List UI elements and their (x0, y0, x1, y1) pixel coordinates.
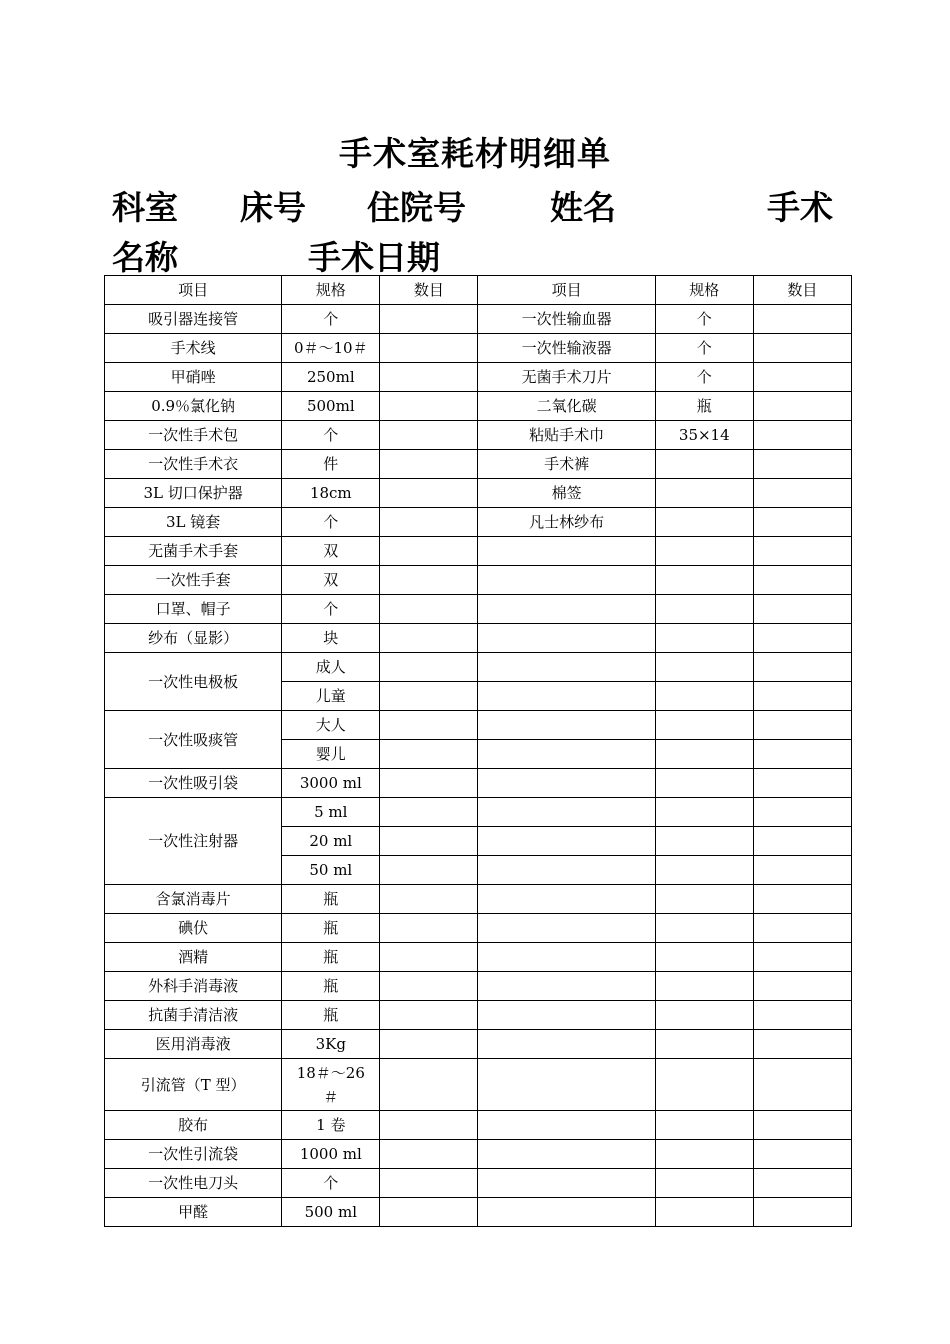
item-name-cell: 手术线 (105, 334, 282, 363)
empty-cell[interactable] (655, 595, 753, 624)
spec-cell: 件 (282, 450, 380, 479)
table-row (105, 769, 852, 798)
qty-cell[interactable] (380, 827, 478, 856)
qty-cell[interactable] (380, 972, 478, 1001)
qty-cell[interactable] (753, 566, 851, 595)
empty-cell[interactable] (655, 682, 753, 711)
column-header-item: 项目 (105, 276, 282, 305)
item-name-cell: 一次性手套 (105, 566, 282, 595)
qty-cell[interactable] (380, 1169, 478, 1198)
spec-cell: 大人 (282, 711, 380, 740)
spec-cell: 瓶 (282, 885, 380, 914)
empty-cell[interactable] (655, 798, 753, 827)
spec-cell: 个 (655, 334, 753, 363)
item-name-cell: 无菌手术手套 (105, 537, 282, 566)
spec-cell: 20 ml (282, 827, 380, 856)
qty-cell[interactable] (380, 798, 478, 827)
qty-cell[interactable] (753, 1198, 851, 1227)
spec-cell: 1 卷 (282, 1111, 380, 1140)
qty-cell[interactable] (753, 827, 851, 856)
qty-cell[interactable] (380, 914, 478, 943)
empty-cell[interactable] (478, 972, 655, 1001)
qty-cell[interactable] (380, 943, 478, 972)
qty-cell[interactable] (753, 943, 851, 972)
empty-cell[interactable] (655, 1059, 753, 1111)
item-name-cell: 一次性电刀头 (105, 1169, 282, 1198)
spec-cell: 个 (282, 305, 380, 334)
column-header-qty: 数目 (753, 276, 851, 305)
spec-cell: 成人 (282, 653, 380, 682)
item-name-cell: 酒精 (105, 943, 282, 972)
item-name-cell: 手术裤 (478, 450, 655, 479)
item-name-cell: 一次性手术包 (105, 421, 282, 450)
spec-cell: 50 ml (282, 856, 380, 885)
qty-cell[interactable] (753, 885, 851, 914)
empty-cell[interactable] (655, 885, 753, 914)
surgery-name-label-part2: 名称 (112, 238, 178, 277)
item-name-cell: 甲硝唑 (105, 363, 282, 392)
spec-cell (655, 479, 753, 508)
table-row (105, 1059, 852, 1111)
surgery-name-label-part1: 手术 (767, 188, 833, 227)
qty-cell[interactable] (380, 1111, 478, 1140)
empty-cell[interactable] (478, 653, 655, 682)
spec-cell: 个 (282, 421, 380, 450)
table-row (105, 885, 852, 914)
item-name-cell: 纱布（显影） (105, 624, 282, 653)
spec-cell: 500ml (282, 392, 380, 421)
spec-cell: 瓶 (282, 914, 380, 943)
qty-cell[interactable] (380, 769, 478, 798)
item-name-cell: 碘伏 (105, 914, 282, 943)
dept-label: 科室 (112, 188, 178, 227)
spec-cell: 双 (282, 537, 380, 566)
qty-cell[interactable] (380, 711, 478, 740)
qty-cell[interactable] (753, 972, 851, 1001)
item-name-cell: 引流管（T 型） (105, 1059, 282, 1111)
qty-cell[interactable] (380, 740, 478, 769)
qty-cell[interactable] (380, 1198, 478, 1227)
patient-name-label: 姓名 (550, 188, 616, 227)
qty-cell[interactable] (380, 856, 478, 885)
spec-cell: 个 (282, 508, 380, 537)
empty-cell[interactable] (655, 943, 753, 972)
qty-cell[interactable] (380, 334, 478, 363)
table-row (105, 595, 852, 624)
item-name-cell: 口罩、帽子 (105, 595, 282, 624)
qty-cell[interactable] (380, 1059, 478, 1111)
item-name-cell: 抗菌手清洁液 (105, 1001, 282, 1030)
item-name-cell: 3L 镜套 (105, 508, 282, 537)
column-header-qty: 数目 (380, 276, 478, 305)
spec-cell: 瓶 (282, 1001, 380, 1030)
empty-cell[interactable] (478, 682, 655, 711)
empty-cell[interactable] (478, 914, 655, 943)
spec-cell: 瓶 (282, 943, 380, 972)
spec-cell: 块 (282, 624, 380, 653)
qty-cell[interactable] (753, 856, 851, 885)
empty-cell[interactable] (655, 914, 753, 943)
qty-cell[interactable] (380, 595, 478, 624)
empty-cell[interactable] (655, 711, 753, 740)
qty-cell[interactable] (753, 769, 851, 798)
qty-cell[interactable] (753, 653, 851, 682)
table-row (105, 711, 852, 740)
table-row (105, 1001, 852, 1030)
empty-cell[interactable] (655, 827, 753, 856)
table-row (105, 1140, 852, 1169)
empty-cell[interactable] (478, 537, 655, 566)
qty-cell[interactable] (380, 421, 478, 450)
qty-cell[interactable] (380, 479, 478, 508)
item-name-cell: 一次性输血器 (478, 305, 655, 334)
empty-cell[interactable] (478, 595, 655, 624)
empty-cell[interactable] (478, 1198, 655, 1227)
item-name-cell: 一次性吸引袋 (105, 769, 282, 798)
item-name-cell: 棉签 (478, 479, 655, 508)
spec-cell: 3000 ml (282, 769, 380, 798)
qty-cell[interactable] (380, 1030, 478, 1059)
spec-cell: 18cm (282, 479, 380, 508)
qty-cell[interactable] (753, 914, 851, 943)
qty-cell[interactable] (753, 1030, 851, 1059)
table-row (105, 798, 852, 827)
item-name-cell: 一次性吸痰管 (105, 711, 282, 769)
empty-cell[interactable] (478, 943, 655, 972)
item-name-cell: 一次性手术衣 (105, 450, 282, 479)
qty-cell[interactable] (753, 421, 851, 450)
empty-cell[interactable] (655, 856, 753, 885)
empty-cell[interactable] (655, 972, 753, 1001)
qty-cell[interactable] (753, 798, 851, 827)
spec-cell: 个 (282, 595, 380, 624)
qty-cell[interactable] (380, 653, 478, 682)
table-row (105, 508, 852, 537)
qty-cell[interactable] (753, 334, 851, 363)
qty-cell[interactable] (753, 479, 851, 508)
spec-cell: 3Kg (282, 1030, 380, 1059)
table-row (105, 392, 852, 421)
item-name-cell: 无菌手术刀片 (478, 363, 655, 392)
item-name-cell: 一次性引流袋 (105, 1140, 282, 1169)
qty-cell[interactable] (753, 682, 851, 711)
spec-cell (655, 508, 753, 537)
item-name-cell: 一次性电极板 (105, 653, 282, 711)
qty-cell[interactable] (753, 508, 851, 537)
qty-cell[interactable] (380, 450, 478, 479)
table-row (105, 624, 852, 653)
qty-cell[interactable] (753, 624, 851, 653)
table-row (105, 450, 852, 479)
empty-cell[interactable] (478, 1169, 655, 1198)
qty-cell[interactable] (753, 1140, 851, 1169)
qty-cell[interactable] (753, 1059, 851, 1111)
item-name-cell: 医用消毒液 (105, 1030, 282, 1059)
qty-cell[interactable] (753, 1111, 851, 1140)
spec-cell: 35×14 (655, 421, 753, 450)
empty-cell[interactable] (655, 1198, 753, 1227)
qty-cell[interactable] (753, 1169, 851, 1198)
admission-no-label: 住院号 (367, 188, 466, 227)
empty-cell[interactable] (478, 827, 655, 856)
table-row (105, 653, 852, 682)
empty-cell[interactable] (655, 566, 753, 595)
item-name-cell: 0.9％氯化钠 (105, 392, 282, 421)
table-row (105, 1198, 852, 1227)
empty-cell[interactable] (478, 711, 655, 740)
empty-cell[interactable] (478, 1111, 655, 1140)
empty-cell[interactable] (655, 740, 753, 769)
qty-cell[interactable] (753, 595, 851, 624)
table-row (105, 1169, 852, 1198)
spec-cell: 5 ml (282, 798, 380, 827)
qty-cell[interactable] (380, 508, 478, 537)
table-row (105, 943, 852, 972)
qty-cell[interactable] (380, 566, 478, 595)
qty-cell[interactable] (380, 1001, 478, 1030)
consumables-table (104, 275, 852, 1227)
table-row (105, 914, 852, 943)
item-name-cell: 一次性注射器 (105, 798, 282, 885)
spec-cell: 个 (655, 363, 753, 392)
empty-cell[interactable] (478, 769, 655, 798)
item-name-cell: 3L 切口保护器 (105, 479, 282, 508)
empty-cell[interactable] (655, 1030, 753, 1059)
spec-cell: 500 ml (282, 1198, 380, 1227)
item-name-cell: 胶布 (105, 1111, 282, 1140)
item-name-cell: 吸引器连接管 (105, 305, 282, 334)
qty-cell[interactable] (380, 624, 478, 653)
item-name-cell: 二氧化碳 (478, 392, 655, 421)
page-title: 手术室耗材明细单 (339, 134, 611, 173)
empty-cell[interactable] (478, 1059, 655, 1111)
item-name-cell: 外科手消毒液 (105, 972, 282, 1001)
qty-cell[interactable] (380, 537, 478, 566)
item-name-cell: 含氯消毒片 (105, 885, 282, 914)
empty-cell[interactable] (478, 798, 655, 827)
table-row (105, 972, 852, 1001)
qty-cell[interactable] (753, 305, 851, 334)
empty-cell[interactable] (478, 885, 655, 914)
empty-cell[interactable] (655, 1111, 753, 1140)
empty-cell[interactable] (655, 769, 753, 798)
table-row (105, 566, 852, 595)
qty-cell[interactable] (380, 363, 478, 392)
empty-cell[interactable] (655, 1140, 753, 1169)
empty-cell[interactable] (655, 537, 753, 566)
bed-label: 床号 (240, 188, 306, 227)
empty-cell[interactable] (478, 1001, 655, 1030)
qty-cell[interactable] (380, 392, 478, 421)
qty-cell[interactable] (380, 305, 478, 334)
table-row (105, 363, 852, 392)
table-row (105, 479, 852, 508)
spec-cell (655, 450, 753, 479)
column-header-spec: 规格 (655, 276, 753, 305)
spec-cell: 婴儿 (282, 740, 380, 769)
empty-cell[interactable] (655, 624, 753, 653)
empty-cell[interactable] (655, 1169, 753, 1198)
empty-cell[interactable] (655, 653, 753, 682)
spec-cell: 250ml (282, 363, 380, 392)
table-row (105, 305, 852, 334)
table-row (105, 421, 852, 450)
qty-cell[interactable] (753, 363, 851, 392)
table-row (105, 1111, 852, 1140)
item-name-cell: 粘贴手术巾 (478, 421, 655, 450)
empty-cell[interactable] (655, 1001, 753, 1030)
table-row (105, 334, 852, 363)
qty-cell[interactable] (753, 1001, 851, 1030)
item-name-cell: 凡士林纱布 (478, 508, 655, 537)
item-name-cell: 甲醛 (105, 1198, 282, 1227)
table-row (105, 537, 852, 566)
spec-cell: 双 (282, 566, 380, 595)
empty-cell[interactable] (478, 1140, 655, 1169)
empty-cell[interactable] (478, 624, 655, 653)
qty-cell[interactable] (753, 450, 851, 479)
spec-cell: 0＃～10＃ (282, 334, 380, 363)
empty-cell[interactable] (478, 566, 655, 595)
column-header-item: 项目 (478, 276, 655, 305)
column-header-spec: 规格 (282, 276, 380, 305)
surgery-date-label: 手术日期 (308, 238, 440, 277)
empty-cell[interactable] (478, 1030, 655, 1059)
empty-cell[interactable] (478, 740, 655, 769)
qty-cell[interactable] (380, 682, 478, 711)
qty-cell[interactable] (380, 885, 478, 914)
spec-cell: 瓶 (655, 392, 753, 421)
spec-cell: 个 (282, 1169, 380, 1198)
table-header-row (105, 276, 852, 305)
spec-cell: 瓶 (282, 972, 380, 1001)
qty-cell[interactable] (753, 392, 851, 421)
spec-cell: 儿童 (282, 682, 380, 711)
qty-cell[interactable] (380, 1140, 478, 1169)
qty-cell[interactable] (753, 740, 851, 769)
spec-cell: 18＃～26＃ (282, 1059, 380, 1111)
qty-cell[interactable] (753, 537, 851, 566)
table-row (105, 1030, 852, 1059)
empty-cell[interactable] (478, 856, 655, 885)
qty-cell[interactable] (753, 711, 851, 740)
item-name-cell: 一次性输液器 (478, 334, 655, 363)
spec-cell: 个 (655, 305, 753, 334)
spec-cell: 1000 ml (282, 1140, 380, 1169)
